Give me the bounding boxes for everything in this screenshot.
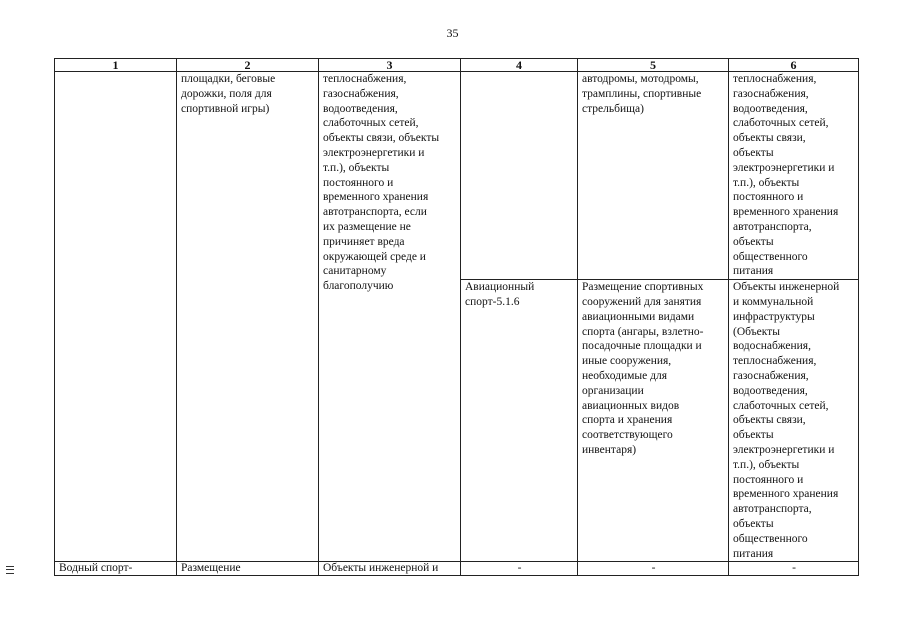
- table-cell: [461, 562, 578, 576]
- table-cell: [729, 280, 859, 562]
- cell-text: площадки, беговые дорожки, поля для спортивной игры): [181, 73, 276, 115]
- cell-text: теплоснабжения, газоснабжения, водоотведения, слаботочных сетей, объекты связи, объекты электроэнергетики и т.п.), объекты постоянного и временного хранения автотранспорта, объекты общественного питания: [733, 73, 839, 278]
- table-cell: [729, 562, 859, 576]
- cell-text: Авиационный спорт-5.1.6: [465, 281, 535, 308]
- margin-mark-icon: [6, 566, 14, 574]
- column-header: 2: [177, 59, 319, 72]
- table-cell: [729, 72, 859, 280]
- cell-text: Объекты инженерной и коммунальной инфраструктуры (Объекты водоснабжения, теплоснабжения, газоснабжения, водоотведения, слаботочных сетей, объекты связи, объекты электроэнергетики и т.п.), объекты постоянного и временного хранения автотранспорта, объекты общественного питания: [733, 281, 840, 560]
- cell-text: Объекты инженерной и: [323, 562, 439, 575]
- column-header: 4: [461, 59, 578, 72]
- column-header: 3: [319, 59, 461, 72]
- cell-text: теплоснабжения, газоснабжения, водоотведения, слаботочных сетей, объекты связи, объекты электроэнергетики и т.п.), объекты постоянного и временного хранения автотранспорта, если их размещение не причиняет вреда окружающей среде и санитарному благополучию: [323, 73, 440, 293]
- table-cell: [461, 280, 578, 562]
- cell-text: Размещение: [181, 562, 241, 575]
- page-number: 35: [446, 26, 459, 40]
- table-cell: [55, 72, 177, 562]
- cell-text: автодромы, мотодромы, трамплины, спортивные стрельбища): [582, 73, 702, 115]
- table-row: [55, 562, 859, 576]
- table-cell: [578, 280, 729, 562]
- table-cell: [461, 72, 578, 280]
- zoning-table: [54, 58, 859, 576]
- table-cell: [177, 72, 319, 562]
- cell-text: -: [651, 562, 656, 575]
- table-cell: [319, 562, 461, 576]
- table-row: [55, 72, 859, 280]
- column-header: 6: [729, 59, 859, 72]
- cell-text: -: [517, 562, 522, 575]
- cell-text: Водный спорт-: [59, 562, 133, 575]
- table-cell: [55, 562, 177, 576]
- column-header: 5: [578, 59, 729, 72]
- cell-text: -: [792, 562, 796, 575]
- cell-text: Размещение спортивных сооружений для занятия авиационными видами спорта (ангары, взлетно- посадочные площадки и иные сооружения, необходимые для организации авиационных видов спорта и хранения соответствующего инвентаря): [582, 281, 704, 456]
- table-cell: [319, 72, 461, 562]
- table-cell: [578, 72, 729, 280]
- table-cell: [177, 562, 319, 576]
- table-header-row: [55, 59, 859, 72]
- table-cell: [578, 562, 729, 576]
- column-header: 1: [55, 59, 177, 72]
